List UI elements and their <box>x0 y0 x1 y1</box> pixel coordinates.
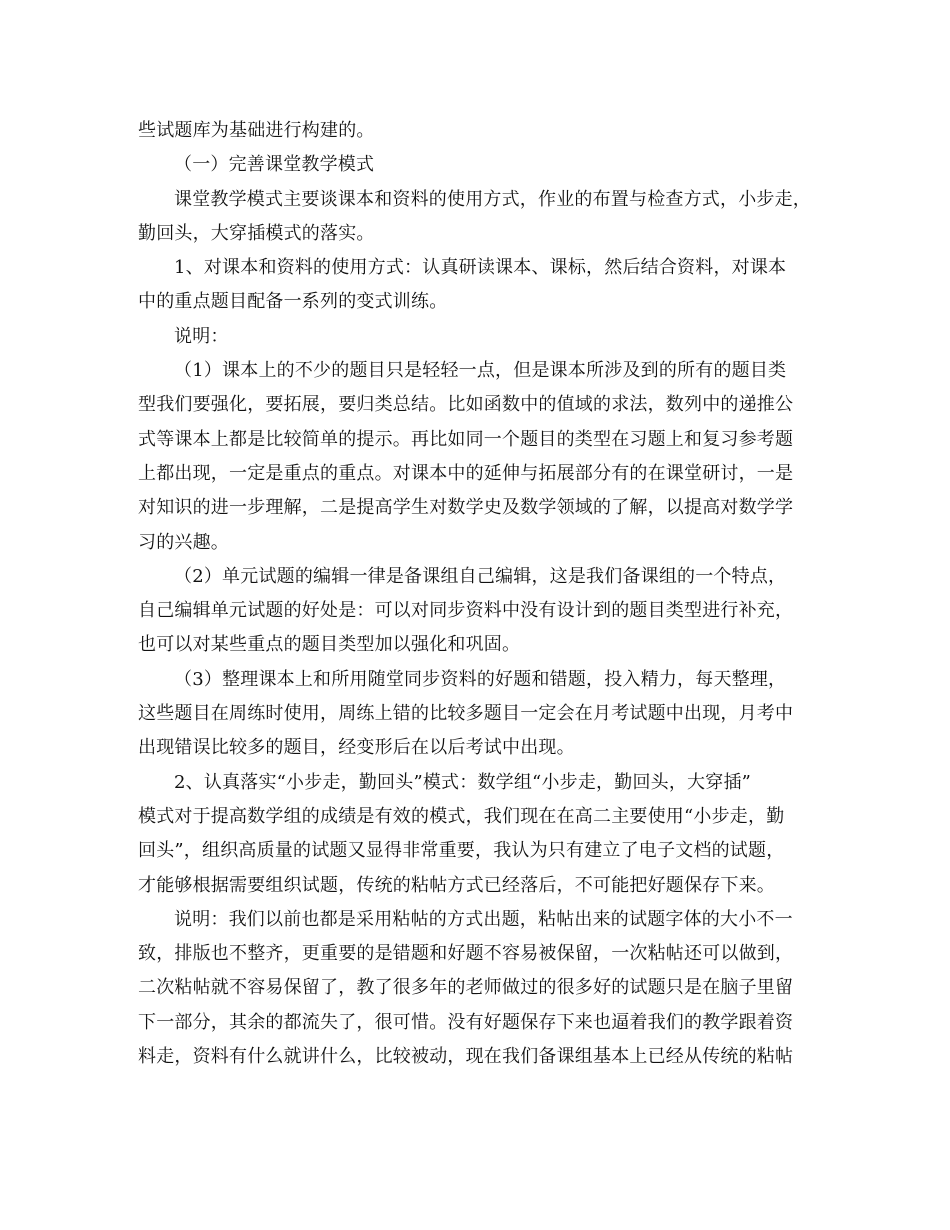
text-line: 中的重点题目配备一系列的变式训练。 <box>138 291 448 313</box>
text-line: 自己编辑单元试题的好处是：可以对同步资料中没有设计到的题目类型进行补充， <box>138 600 794 622</box>
text-line: 回头”，组织高质量的试题又显得非常重要，我认为只有建立了电子文档的试题， <box>138 840 785 862</box>
text-line: 这些题目在周练时使用，周练上错的比较多题目一定会在月考试题中出现，月考中 <box>138 703 794 725</box>
text-line: 下一部分，其余的都流失了，很可惜。没有好题保存下来也逼着我们的教学跟着资 <box>138 1011 794 1033</box>
document-body <box>138 114 818 1074</box>
text-line: 对知识的进一步理解，二是提高学生对数学史及数学领域的了解，以提高对数学学 <box>138 497 794 519</box>
text-line: 才能够根据需要组织试题，传统的粘帖方式已经落后，不可能把好题保存下来。 <box>138 874 775 896</box>
text-line: 说明： <box>174 325 229 347</box>
text-line: 二次粘帖就不容易保留了，教了很多年的老师做过的很多好的试题只是在脑子里留 <box>138 977 794 999</box>
text-line: 模式对于提高数学组的成绩是有效的模式，我们现在在高二主要使用“小步走，勤 <box>138 805 785 827</box>
text-line: 2、认真落实“小步走，勤回头”模式：数学组“小步走，勤回头，大穿插” <box>174 771 752 793</box>
text-line: 上都出现，一定是重点的重点。对课本中的延伸与拓展部分有的在课堂研讨，一是 <box>138 462 794 484</box>
text-line: 型我们要强化，要拓展，要归类总结。比如函数中的值域的求法，数列中的递推公 <box>138 394 794 416</box>
section-heading: （一）完善课堂教学模式 <box>174 154 375 176</box>
text-line: 1、对课本和资料的使用方式：认真研读课本、课标，然后结合资料，对课本 <box>174 257 787 279</box>
text-line: （3）整理课本上和所用随堂同步资料的好题和错题，投入精力，每天整理， <box>174 668 787 690</box>
text-line: 也可以对某些重点的题目类型加以强化和巩固。 <box>138 634 521 656</box>
text-line: 说明：我们以前也都是采用粘帖的方式出题，粘帖出来的试题字体的大小不一 <box>174 908 793 930</box>
text-line: （2）单元试题的编辑一律是备课组自己编辑，这是我们备课组的一个特点， <box>174 565 787 587</box>
text-line: （1）课本上的不少的题目只是轻轻一点，但是课本所涉及到的所有的题目类 <box>174 360 787 382</box>
text-line: 习的兴趣。 <box>138 531 229 553</box>
text-line: 式等课本上都是比较简单的提示。再比如同一个题目的类型在习题上和复习参考题 <box>138 428 794 450</box>
text-line: 出现错误比较多的题目，经变形后在以后考试中出现。 <box>138 737 575 759</box>
text-line: 些试题库为基础进行构建的。 <box>138 120 375 141</box>
text-line: 勤回头，大穿插模式的落实。 <box>138 222 375 244</box>
text-line: 致，排版也不整齐，更重要的是错题和好题不容易被保留，一次粘帖还可以做到， <box>138 943 794 965</box>
text-line: 课堂教学模式主要谈课本和资料的使用方式，作业的布置与检查方式，小步走， <box>174 188 811 210</box>
text-line: 料走，资料有什么就讲什么，比较被动，现在我们备课组基本上已经从传统的粘帖 <box>138 1046 794 1068</box>
